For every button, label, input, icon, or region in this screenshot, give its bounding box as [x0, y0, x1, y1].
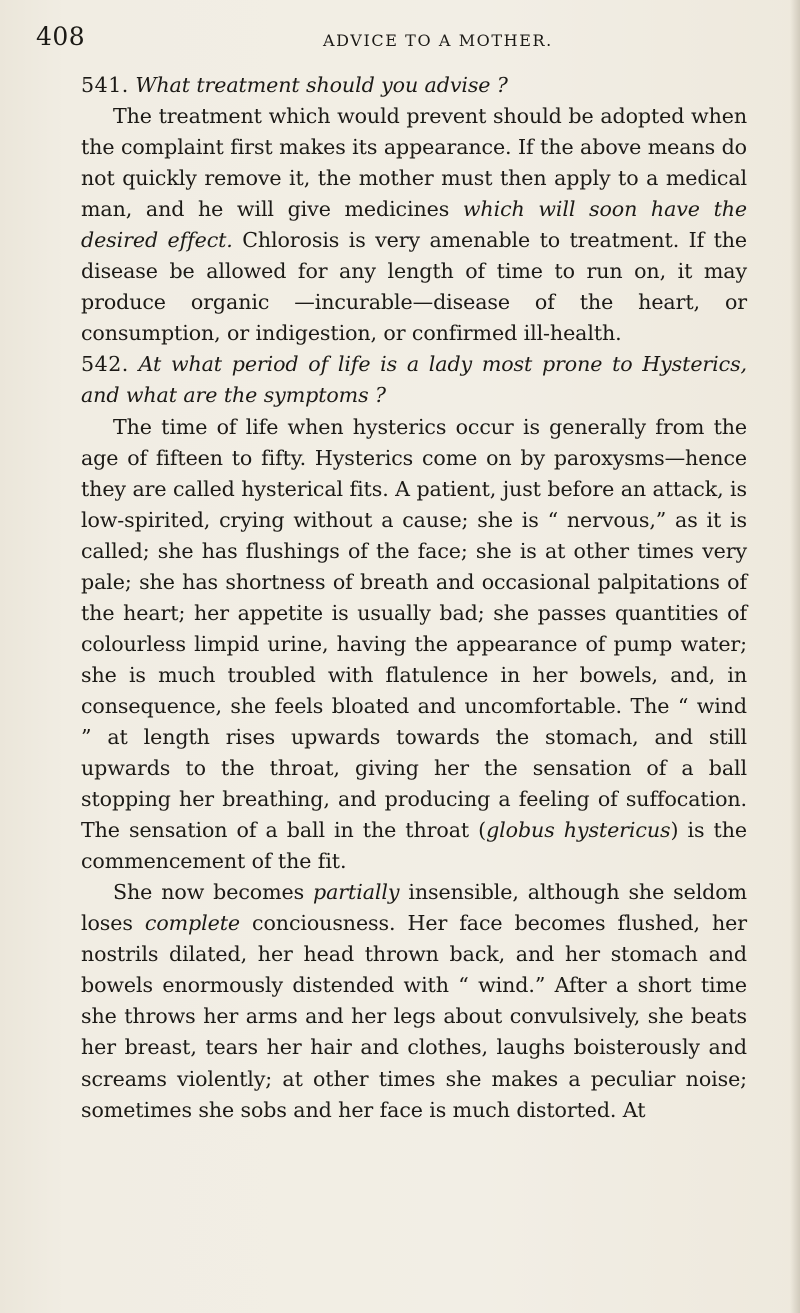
page-header: [36, 22, 756, 56]
running-head: ADVICE TO A MOTHER.: [323, 31, 553, 50]
answer-text: She now becomes: [113, 880, 314, 905]
answer-text: insensible, although she seldom loses: [81, 880, 747, 936]
answer-italic-text: complete: [144, 911, 240, 936]
answer-text: ) is the commencement of the fit.: [81, 818, 747, 874]
paragraph-number: 541.: [81, 73, 129, 97]
page-number: 408: [36, 22, 86, 51]
body-text: [81, 70, 747, 1126]
question-text: At what period of life is a lady most prone to Hysterics, and what are the symptoms ?: [81, 352, 747, 408]
answer-text: Chlorosis is very amenable to treatment. If the disease be allowed for any length of time to run on, it may produce organic —incurable—disease of the heart, or consumption, or indigestion, or confirmed ill-health.: [81, 228, 748, 346]
answer-text: conciousness. Her face becomes flushed, her nostrils dilated, her head thrown back, and her stomach and bowels enormously distended with “ wind.” After a short time she throws her arms and her legs about convulsively, she beats her breast, tears her hair and clothes, laughs boisterously and screams violently; at other times she makes a peculiar noise; sometimes she sobs and her face is much distorted. At: [81, 911, 747, 1122]
page-edge-shadow: [790, 0, 800, 1313]
question-542: [81, 349, 747, 411]
answer-italic-text: partially: [313, 880, 400, 905]
answer-541: [81, 101, 747, 349]
question-text: What treatment should you advise ?: [135, 73, 508, 97]
answer-text: The treatment which would prevent should be adopted when the complaint first makes its appearance. If the above means do not quickly remove it, the mother must then apply to a medical man, and he will give medicines: [81, 104, 747, 222]
answer-text: The time of life when hysterics occur is generally from the age of fifteen to fifty. Hysterics come on by paroxysms—hence they are called hysterical fits. A patient, just before an attack, is low-spirited, crying without a cause; she is “ nervous,” as it is called; she has flushings of the face; she is at other times very pale; she has shortness of breath and occasional palpitations of the heart; her appetite is usually bad; she passes quantities of colourless limpid urine, having the appearance of pump water; she is much troubled with flatulence in her bowels, and, in consequence, she feels bloated and uncomfortable. The “ wind ” at length rises upwards towards the stomach, and still upwards to the throat, giving her the sensation of a ball stopping her breathing, and producing a feeling of suffocation. The sensation of a ball in the throat (: [81, 414, 747, 843]
answer-542-continued: [81, 877, 747, 1125]
answer-542: [81, 412, 747, 878]
answer-italic-text: which will soon have the desired effect.: [81, 197, 747, 253]
question-541: [81, 70, 747, 101]
paragraph-number: 542.: [81, 352, 129, 377]
answer-italic-text: globus hystericus: [486, 818, 671, 843]
